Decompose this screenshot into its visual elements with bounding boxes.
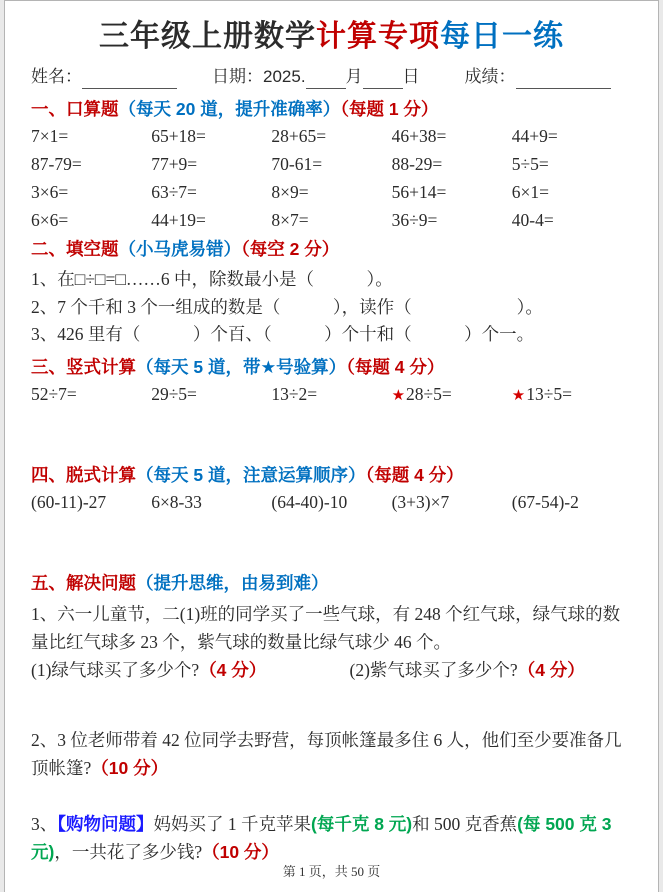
stepwise-problem: (3+3)×7: [391, 491, 450, 512]
section-oral-heading: 一、口算题（每天 20 道，提升准确率）（每题 1 分）: [31, 99, 439, 119]
oral-problem: 65+18=: [151, 126, 206, 146]
month-label: 月: [345, 67, 363, 86]
oral-problems-grid: [31, 126, 632, 231]
oral-problem: 88-29=: [391, 154, 443, 174]
oral-problem: 77+9=: [151, 154, 198, 174]
work-space: [31, 409, 632, 457]
page-footer: 第 1 页，共 50 页: [282, 864, 381, 879]
stepwise-problem: (67-54)-2: [511, 491, 579, 512]
title-red: 计算专项: [316, 20, 440, 53]
vertical-problem: 13÷2=: [271, 383, 318, 404]
day-label: 日: [402, 67, 420, 86]
page-title: [31, 19, 632, 55]
title-black: 三年级上册数学: [99, 20, 316, 53]
vertical-problem: ★13÷5=: [511, 383, 572, 404]
month-blank: [306, 69, 346, 89]
word-problem-3: 3、【购物问题】妈妈买了 1 千克苹果(每千克 8 元)和 500 克香蕉(每 500 克 3 元)，一共花了多少钱?（10 分）: [31, 813, 612, 862]
vertical-problems-grid: [31, 384, 632, 407]
oral-problem: 36÷9=: [391, 210, 438, 230]
oral-problem: 28+65=: [271, 126, 327, 146]
section-fill-heading: 二、填空题（小马虎易错）（每空 2 分）: [31, 239, 340, 259]
oral-problem: 6×1=: [511, 182, 550, 202]
stepwise-problems-grid: [31, 492, 632, 513]
section-word-heading: 五、解决问题（提升思维，由易到难）: [31, 572, 329, 593]
worksheet-page: [4, 0, 659, 892]
vertical-problem: 52÷7=: [31, 383, 77, 404]
shopping-problem-tag: 【购物问题】: [57, 813, 154, 834]
oral-problem: 8×7=: [271, 210, 309, 230]
fill-line: 3、426 里有（ ）个百、（ ）个十和（ ）个一。: [31, 324, 535, 344]
oral-problem: 5÷5=: [511, 154, 549, 174]
stepwise-problem: 6×8-33: [151, 491, 202, 512]
oral-problem: 46+38=: [391, 126, 447, 146]
oral-problem: 3×6=: [31, 182, 69, 202]
fill-line: 2、7 个千和 3 个一组成的数是（ ），读作（ ）。: [31, 296, 543, 317]
date-label: 日期：: [212, 67, 263, 86]
score-label: 成绩：: [464, 67, 516, 86]
section-vertical-heading: 三、竖式计算（每天 5 道，带★号验算）（每题 4 分）: [31, 356, 445, 377]
price-note: (每千克 8 元): [311, 813, 413, 834]
work-space: [31, 684, 632, 726]
date-year: 2025.: [263, 67, 306, 86]
oral-problem: 7×1=: [31, 126, 69, 146]
oral-problem: 87-79=: [31, 154, 82, 174]
name-blank: [82, 69, 177, 89]
day-blank: [363, 69, 403, 89]
subquestion-1: (1)绿气球买了多少个?（4 分）: [31, 659, 267, 680]
fill-line: 1、在□÷□=□……6 中，除数最小是（ ）。: [31, 269, 393, 289]
name-label: 姓名：: [31, 67, 82, 86]
word-problem-1-subquestions: [31, 656, 632, 684]
word-problem-2: 2、3 位老师带着 42 位同学去野营，每顶帐篷最多住 6 人，他们至少要准备几顶帐篷?（10 分）: [31, 729, 622, 778]
oral-problem: 44+19=: [151, 210, 206, 230]
star-icon: ★: [511, 387, 526, 404]
work-space: [31, 782, 632, 810]
oral-problem: 56+14=: [391, 182, 447, 202]
oral-problem: 8×9=: [271, 182, 309, 202]
work-space: [31, 515, 632, 565]
price-note: (每 500 克 3 元): [31, 813, 612, 862]
vertical-problem: ★28÷5=: [391, 383, 452, 404]
oral-problem: 70-61=: [271, 154, 323, 174]
word-problem-1: 1、六一儿童节，二(1)班的同学买了一些气球，有 248 个红气球，绿气球的数量比红气球多 23 个，紫气球的数量比绿气球少 46 个。: [31, 603, 621, 652]
oral-problem: 40-4=: [511, 210, 554, 230]
score-blank: [516, 69, 611, 89]
stepwise-problem: (64-40)-10: [271, 491, 348, 512]
subquestion-2: (2)紫气球买了多少个?（4 分）: [349, 659, 585, 680]
oral-problem: 44+9=: [511, 126, 558, 146]
meta-line: [31, 65, 632, 89]
section-stepwise-heading: 四、脱式计算（每天 5 道，注意运算顺序）（每题 4 分）: [31, 464, 464, 485]
vertical-problem: 29÷5=: [151, 383, 197, 404]
title-blue: 每日一练: [440, 20, 564, 53]
stepwise-problem: (60-11)-27: [31, 491, 107, 512]
oral-problem: 63÷7=: [151, 182, 197, 202]
star-icon: ★: [391, 387, 406, 404]
oral-problem: 6×6=: [31, 210, 69, 230]
